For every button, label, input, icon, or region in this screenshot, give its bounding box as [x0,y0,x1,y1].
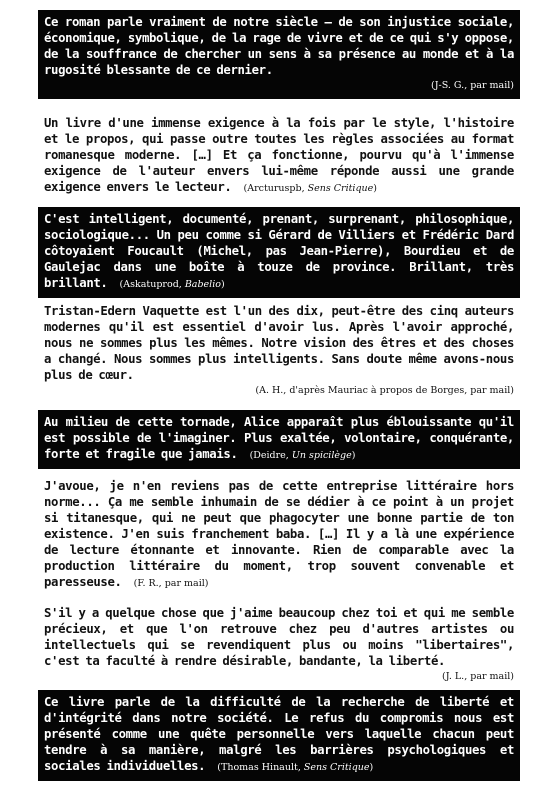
quote-source: (J. L., par mail) [442,671,514,682]
quote-text: Ce livre parle de la difficulté de la recherche de liberté et d'intégrité dans notre société. Le refus du compromis nous est présenté comme une quête personnelle vers laquelle chacun peut tendre à sa manière, malgré les barrières psychologiques et sociales individuelles. [44,695,514,773]
quote-source: (Thomas Hinault, Sens Critique) [217,762,374,773]
quote-text: S'il y a quelque chose que j'aime beaucoup chez toi et qui me semble précieux, et que l'on retrouve chez peu d'autres artistes ou intellectuels qui se revendiquent plus ou moins "libertaires", c'est ta faculté à rendre désirable, bandante, la liberté. [44,606,514,668]
quote-text: Tristan-Edern Vaquette est l'un des dix, peut-être des cinq auteurs modernes qu'il est essentiel d'avoir lus. Après l'avoir approché, nous ne sommes plus les mêmes. Notre vision des êtres et des choses a changé. Nous sommes plus intelligents. Sans doute même avons-nous plus de cœur. [44,304,514,382]
quote-3 [38,207,520,298]
quote-text: Un livre d'une immense exigence à la fois par le style, l'histoire et le propos, qui passe outre toutes les règles associées au format romanesque moderne. […] Et ça fonctionne, pourvu qu'à l'immense exigence de l'auteur envers lui-même réponde aussi une grande exigence envers le lecteur. [44,116,514,194]
quote-7 [38,605,520,685]
quote-text: Au milieu de cette tornade, Alice apparaît plus éblouissante qu'il est possible de l'imaginer. Plus exaltée, volontaire, conquérante, forte et fragile que jamais. [44,415,514,461]
quote-source: (F. R., par mail) [133,578,209,589]
quote-5 [38,410,520,469]
quote-4 [38,303,520,399]
quote-2 [38,115,520,197]
quote-source: (A. H., d'après Mauriac à propos de Borges, par mail) [255,385,514,396]
quote-text: C'est intelligent, documenté, prenant, surprenant, philosophique, sociologique... Un peu comme si Gérard de Villiers et Frédéric Dard côtoyaient Foucault (Michel, pas Jean-Pierre), Bourdieu et de Gaulejac dans une boîte à touze de province. Brillant, très brillant. [44,212,514,290]
quote-source: (Arcturuspb, Sens Critique) [243,183,378,194]
quote-text: Ce roman parle vraiment de notre siècle – de son injustice sociale, économique, symbolique, de la rage de vivre et de ce qui s'y oppose, de la souffrance de chercher un sens à sa présence au monde et à la rugosité blessante de ce dernier. [44,15,514,77]
quote-source: (Askatuprod, Babelio) [119,279,225,290]
quote-source: (J-S. G., par mail) [430,80,514,91]
quote-8 [38,690,520,781]
quote-1 [38,10,520,99]
quote-text: J'avoue, je n'en reviens pas de cette entreprise littéraire hors norme... Ça me semble inhumain de se dédier à ce point à un projet si titanesque, qui ne peut que phagocyter une bonne partie de ton existence. J'en suis franchement baba. […] Il y a là une expérience de lecture étonnante et innovante. Rien de comparable avec la production littéraire du moment, trop souvent convenable et paresseuse. [44,479,514,589]
quote-source: (Deidre, Un spicilège) [249,450,356,461]
quote-6 [38,478,520,592]
